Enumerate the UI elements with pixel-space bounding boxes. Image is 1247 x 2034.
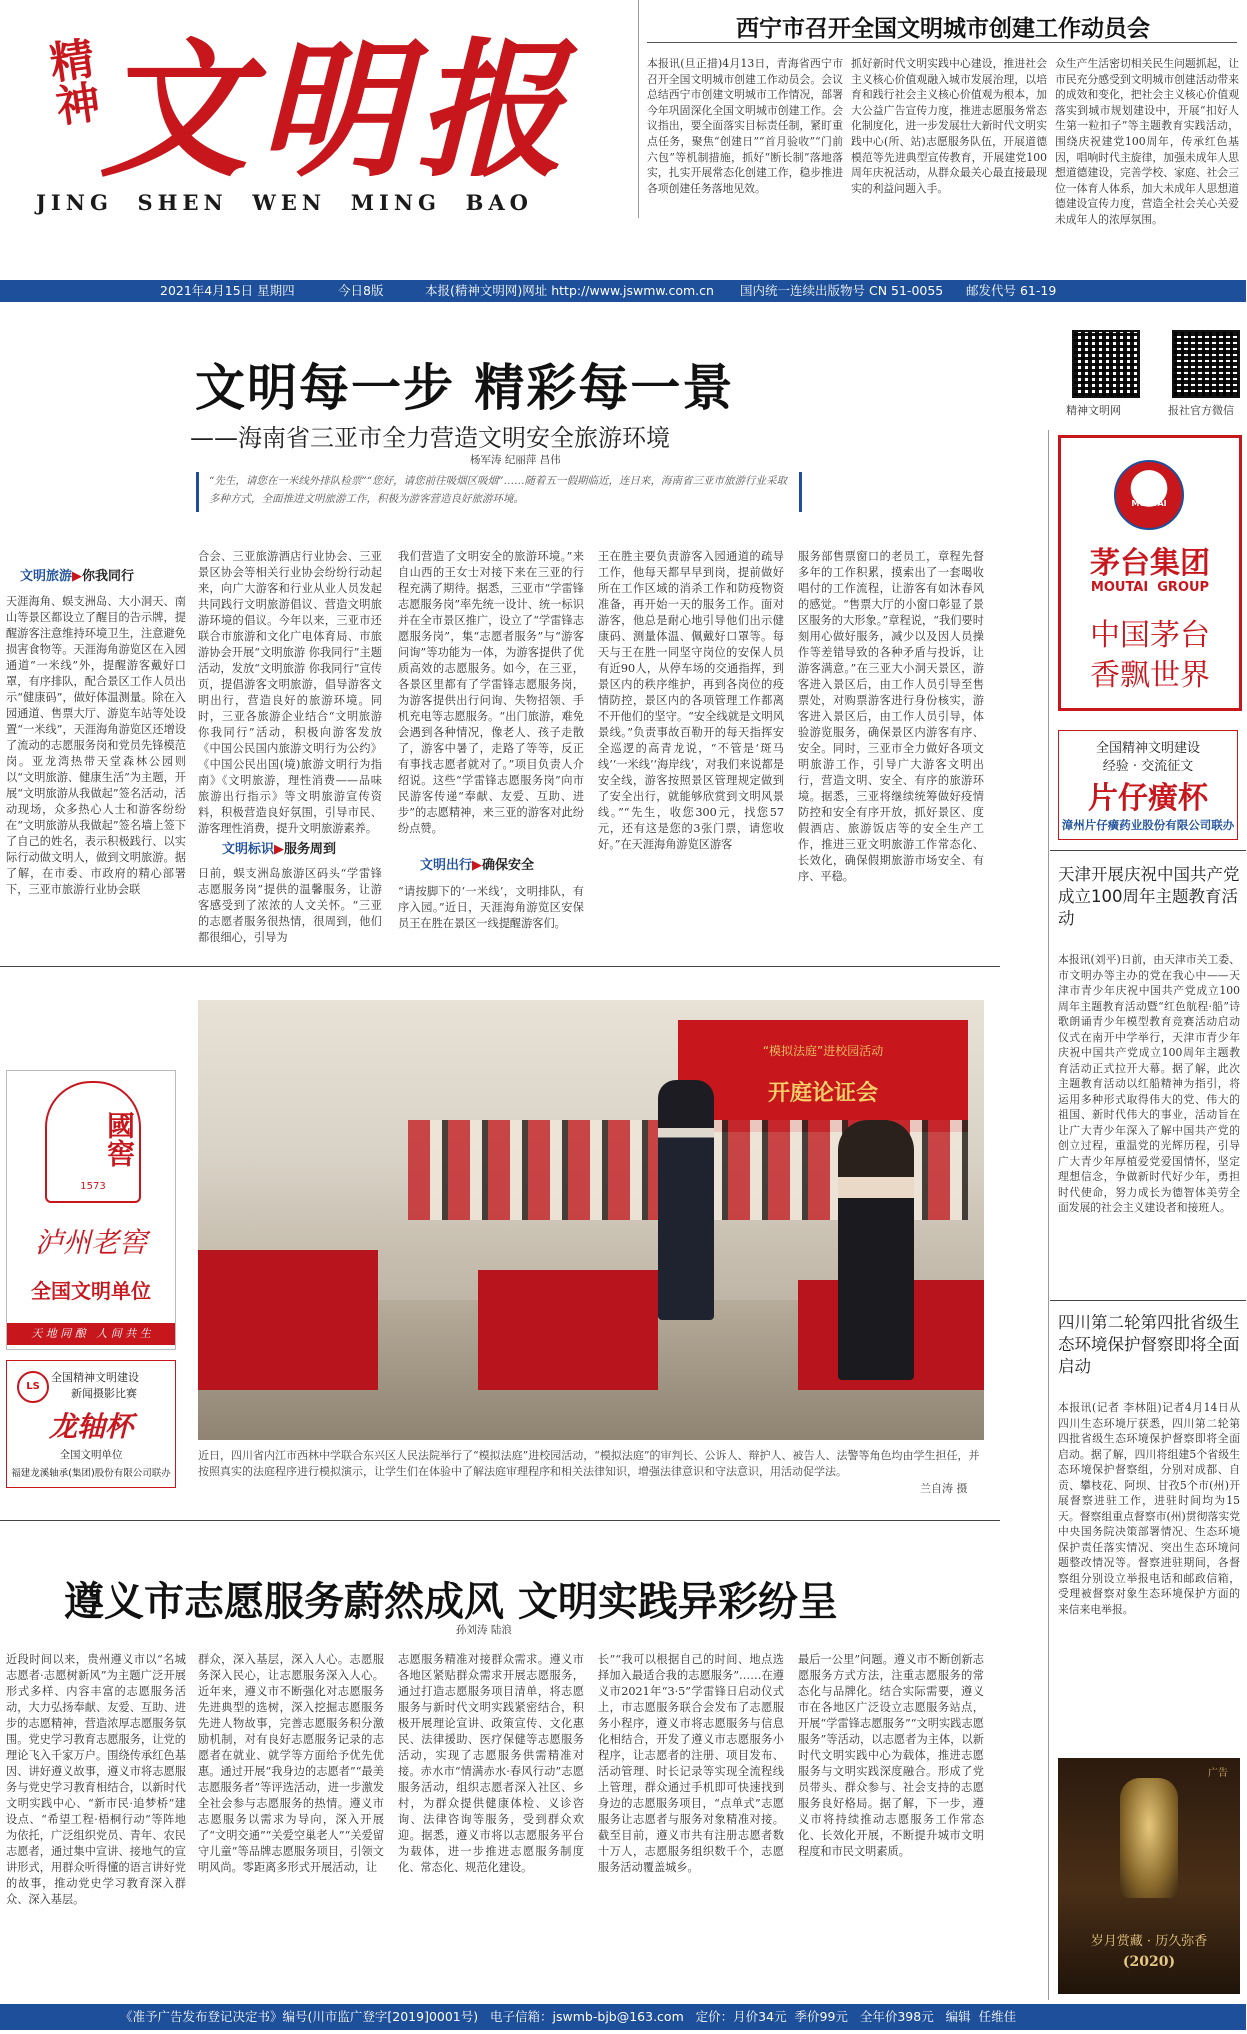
photo-banner xyxy=(678,1020,968,1132)
main-sub1: 文明旅游▶你我同行 xyxy=(20,569,135,584)
masthead-logo: 文明报 xyxy=(100,23,574,197)
main-col2b: 日前，蜈支洲岛旅游区码头“学雷锋志愿服务岗”提供的温馨服务，让游客感受到了浓浓的人文关怀。“三亚的志愿者服务很热情，很周到，他们都很细心，引导为 xyxy=(198,867,382,944)
main-sub3: 文明出行▶确保安全 xyxy=(420,858,535,873)
pzh-name: 片仔癀杯 xyxy=(1088,781,1208,816)
wine-year: (2020) xyxy=(1122,1954,1176,1970)
date-bar xyxy=(0,280,1246,302)
photo-speaker xyxy=(838,1120,914,1380)
guojiao-name: 國窖 xyxy=(103,1111,136,1167)
date-bar-date: 2021年4月15日 星期四 xyxy=(160,283,295,298)
top-story-col3: 众生产生活密切相关民生问题抓起，让市民充分感受到文明城市创建活动带来的成效和变化，把社会主义核心价值观落实到城市规划建设中，开展“扣好人生第一粒扣子”等主题教育实践活动，围绕庆祝建党100周年，传承红色基因，唱响时代主旋律，加强未成年人思想道德建设，完善学校、家庭、社会三位一体育人体系，加大未成年人思想道德建设宣传力度，营造全社会关心关爱未成年人的浓厚氛围。 xyxy=(1055,57,1239,226)
sichuan-title: 四川第二轮第四批省级生态环境保护督察即将全面启动 xyxy=(1058,1313,1240,1376)
zunyi-col4: 长”“我可以根据自己的时间、地点选择加入最适合我的志愿服务”……在遵义市2021年“3·5”学雷锋日启动仪式上，市志愿服务联合会发布了志愿服务小程序，遵义市将志愿服务与信息化相结合，开发了遵义市志愿服务小程序，让志愿者的注册、项目发布、活动管理、时长记录等实现全流程线上管理，群众通过手机即可快速找到身边的志愿服务项目，“点单式”志愿服务让志愿者与服务对象精准对接。截至目前，遵义市共有注册志愿者数十万人，志愿服务组织数千个，志愿服务活动覆盖城乡。 xyxy=(598,1653,784,1874)
qr-wechat xyxy=(1172,330,1240,398)
date-bar-post: 邮发代号 61-19 xyxy=(966,283,1057,298)
zunyi-title: 遵义市志愿服务蔚然成风 文明实践异彩纷呈 xyxy=(64,1579,838,1625)
zunyi-col3: 志愿服务精准对接群众需求。遵义市各地区紧贴群众需求开展志愿服务，通过打造志愿服务项目清单，将志愿服务与新时代文明实践紧密结合，积极开展理论宣讲、政策宣传、文化惠民、法律援助、医疗保健等志愿服务活动，实现了志愿服务供需精准对接。赤水市“情满赤水·春风行动”志愿服务活动，组织志愿者深入社区、乡村，为群众提供健康体检、义诊咨询、法律咨询等服务，受到群众欢迎。据悉，遵义市将以志愿服务平台为载体，进一步推进志愿服务制度化、常态化、规范化建设。 xyxy=(398,1653,584,1874)
qr-jswmw xyxy=(1072,330,1140,398)
main-story-byline: 杨军涛 纪丽萍 昌伟 xyxy=(470,454,561,466)
luzhou-brand: 泸州老窖 xyxy=(34,1226,147,1259)
masthead-pinyin: JING SHEN WEN MING BAO xyxy=(36,190,533,215)
moutai-slogan1: 中国茅台 xyxy=(1090,618,1210,653)
date-bar-url: 本报(精神文明网)网址 http://www.jswmw.com.cn xyxy=(425,283,714,298)
date-bar-pages: 今日8版 xyxy=(338,283,384,298)
luzhou-slogan: 天 地 同 酿 人 间 共 生 xyxy=(31,1327,151,1340)
top-story-box xyxy=(638,0,1247,226)
moutai-logo-text: MOUTAI xyxy=(1131,499,1167,508)
longzhou-unit: 全国文明单位 xyxy=(59,1449,123,1461)
main-col3b: “请按脚下的‘一米线’，文明排队，有序入园。”近日，天涯海角游览区安保员王在胜在景区一线提醒游客们。 xyxy=(398,885,584,930)
main-col5: 服务部售票窗口的老员工，章程先督多年的工作积累，摸索出了一套喝收唱付的工作流程，让游客有如沐春风的感觉。“售票大厅的小窗口彰显了景区服务的大形象。”章程说，“我们要时刻用心做好服务，减少以及因人员操作等差错导致的各种矛盾与投诉，让游客满意。”在三亚大小洞天景区，游客进入景区后，由工作人员引导至售票处，对购票游客进行身份核实，游客进入景区后，由工作人员引导，体验游览服务，确保景区内游客有序、安全。同时，三亚市全力做好各项文明旅游工作，引导广大游客文明出行，营造文明、安全、有序的旅游环境。据悉，三亚将继续统筹做好疫情防控和安全有序开放，抓好景区、度假酒店、旅游饭店等的安全生产工作，推进三亚文明旅游工作常态化、长效化，确保假期旅游市场安全、有序、平稳。 xyxy=(798,550,984,883)
main-col1: 天涯海角、蜈支洲岛、大小洞天、南山等景区都设立了醒目的告示牌，提醒游客注意维持环境卫生，注意避免损害食物等。天涯海角游览区在入园通道“一米线”外，提醒游客戴好口罩，有序排队，配合景区工作人员出示“健康码”，做好体温测量。除在入园通道、售票大厅、游览车站等处设置“一米线”，天涯海角游览区还增设了流动的志愿服务岗和党员先锋模范岗。亚龙湾热带天堂森林公园则以“文明旅游、健康生活”为主题，开展“文明旅游从我做起”签名活动，活动现场，众多热心人士和游客纷纷在“文明旅游从我做起”签名墙上签下了自己的姓名，表示积极践行、以实际行动做文明人，做到文明旅游。据了解，在市委、市政府的精心部署下，三亚市旅游行业协会联 xyxy=(6,595,186,896)
zunyi-col2: 群众，深入基层，深入人心。志愿服务深入民心，让志愿服务深入人心。近年来，遵义市不断强化对志愿服务先进典型的选树，深入挖掘志愿服务先进人物故事，完善志愿服务积分激励机制，对有良好志愿服务记录的志愿者在就业、就学等方面给予优先优惠。通过开展“我身边的志愿者”“最美志愿服务者”等评选活动，进一步激发全社会参与志愿服务的热情。遵义市志愿服务以需求为导向，深入开展了“文明交通”“关爱空巢老人”“关爱留守儿童”等品牌志愿服务项目，引领文明风尚。零距离多形式开展活动，让 xyxy=(198,1653,384,1874)
ad-guojiao xyxy=(6,1070,176,1350)
footer-text: 《准予广告发布登记决定书》编号(川市监广登字[2019]0001号) 电子信箱：jswmb-bjb@163.com 定价：月价34元 季价99元 全年价398元 编辑 任维佳 xyxy=(120,2009,1017,2024)
ad-moutai xyxy=(1058,435,1242,711)
photo-banner-sub: “模拟法庭”进校园活动 xyxy=(762,1044,884,1058)
qr-label-2: 报社官方微信 xyxy=(1168,404,1234,417)
date-bar-cn: 国内统一连续出版物号 CN 51-0055 xyxy=(740,283,944,298)
longzhou-top2: 新闻摄影比赛 xyxy=(71,1387,137,1400)
sidebar-separator xyxy=(1048,430,1049,2000)
top-story-col1: 本报讯(旦正措)4月13日，青海省西宁市召开全国文明城市创建工作动员会。会议总结西宁市创建文明城市工作情况，部署今年巩固深化全国文明城市创建工作。会议指出，要全面落实目标责任制，紧盯重点任务，聚焦“创建日”“首月验收”“门前六包”等机制措施，抓好“断长制”落地落实，扎实开展常态化创建工作，稳步推进各项创建任务落地见效。 xyxy=(647,57,843,195)
masthead-logo-side: 精神 xyxy=(39,34,102,129)
wine-slogan: 岁月赏藏 · 历久弥香 xyxy=(1090,1934,1208,1949)
ad-pianzaihuang xyxy=(1058,730,1238,840)
longzhou-name: 龙轴杯 xyxy=(48,1410,133,1443)
zunyi-col5: 最后一公里”问题。遵义市不断创新志愿服务方式方法，注重志愿服务的常态化与品牌化。结合实际需要，遵义市在各地区广泛设立志愿服务站点，开展“学雷锋志愿服务”“文明实践志愿服务”等活动，以志愿者为主体，以新时代文明实践中心为载体，推进志愿服务与文明实践深度融合。形成了党员带头、群众参与、社会支持的志愿服务良好格局。据了解，下一步，遵义市将持续推动志愿服务工作常态化、长效化开展，不断提升城市文明程度和市民文明素质。 xyxy=(798,1653,984,1858)
top-story-title: 西宁市召开全国文明城市创建工作动员会 xyxy=(736,16,1150,42)
main-col3: 我们营造了文明安全的旅游环境。”来自山西的王女士对接下来在三亚的行程充满了期待。据悉，三亚市“学雷锋志愿服务岗”率先统一设计、统一标识并在全市景区推广，设立了“学雷锋志愿服务岗”，集“志愿者服务”与“游客问询”等功能为一体，为游客提供了优质高效的志愿服务。如今，在三亚，各景区里都有了学雷锋志愿服务岗，为游客提供出行问询、失物招领、手机充电等志愿服务。“出门旅游，难免会遇到各种情况，像老人、孩子走散了，游客中暑了，走路了等等，反正有事找志愿者就对了。”项目负责人介绍说。这些“学雷锋志愿服务岗”向市民游客传递“奉献、友爱、互助、进步”的志愿精神，来三亚的游客对此纷纷点赞。 xyxy=(398,550,584,835)
main-story-subtitle: ——海南省三亚市全力营造文明安全旅游环境 xyxy=(190,424,670,452)
photo-officer xyxy=(658,1080,714,1320)
moutai-brand: 茅台集团 xyxy=(1090,546,1210,581)
masthead xyxy=(0,0,640,218)
sichuan-body: 本报讯(记者 李林阻)记者4月14日从四川生态环境厅获悉，四川第二轮第四批省级生态环境保护督察即将全面启动。据了解，四川将组建5个省级生态环境保护督察组，分别对成都、自贡、攀枝花、阿坝、甘孜5个市(州)开展督察进驻工作，进驻时间均为15天。督察组重点督察市(州)贯彻落实党中央国务院决策部署情况、生态环境保护责任落实情况、突出生态环境问题整改情况等。督察进驻期间，各督察组分别设立举报电话和邮政信箱，受理被督察对象生态环境保护方面的来信来电举报。 xyxy=(1058,1401,1240,1616)
longzhou-top: 全国精神文明建设 xyxy=(51,1371,139,1384)
pzh-mid: 经验 · 交流征文 xyxy=(1102,759,1194,774)
main-story-lead xyxy=(196,472,802,512)
zunyi-col1: 近段时间以来，贵州遵义市以“名城志愿者·志愿树新风”为主题广泛开展形式多样、内容丰富的志愿服务活动，大力弘扬奉献、友爱、互助、进步的志愿精神，营造浓厚志愿服务氛围。党史学习教育志愿服务，让党的理论飞入千家万户。围绕传承红色基因、讲好遵义故事，遵义市将志愿服务与党史学习教育相结合，以新时代文明实践中心、“新市民·追梦桥”建设点、“希望工程·梧桐行动”等阵地为依托，广泛组织党员、青年、农民志愿者，通过集中宣讲、接地气的宣讲形式，用群众听得懂的语言讲好党的故事，推动党史学习教育深入群众、深入基层。 xyxy=(6,1653,186,1906)
photo-caption: 近日，四川省内江市西林中学联合东兴区人民法院举行了“模拟法庭”进校园活动，“模拟法庭”的审判长、公诉人、辩护人、被告人、法警等角色均由学生担任，并按照真实的法庭程序进行模拟演示，让学生们在体验中了解法庭审理程序和相关法律知识，增强法律意识和守法意识，用活动促学法。 xyxy=(198,1449,980,1478)
luzhou-unit: 全国文明单位 xyxy=(31,1279,151,1303)
top-story-col2: 抓好新时代文明实践中心建设，推进社会主义核心价值观融入城市发展治理，以培育和践行社会主义核心价值观为根本，加大公益广告宣传力度，推进志愿服务常态化制度化，进一步发展壮大新时代文明实践中心(所、站)志愿服务队伍，开展道德模范等先进典型宣传教育，开展建党100周年庆祝活动，从群众最关心最直接最现实的利益问题入手。 xyxy=(851,57,1047,195)
wine-label: 广告 xyxy=(1208,1768,1228,1779)
moutai-en: MOUTAI GROUP xyxy=(1090,580,1210,595)
sichuan-divider xyxy=(1050,1300,1246,1301)
moutai-logo-icon xyxy=(1114,460,1184,530)
footer-bar xyxy=(0,2004,1246,2030)
guojiao-num: 1573 xyxy=(80,1181,106,1192)
divider-photo-zunyi xyxy=(0,1520,1000,1521)
photo-banner-main: 开庭论证会 xyxy=(767,1080,878,1106)
moutai-slogan2: 香飘世界 xyxy=(1090,658,1210,693)
photo-desk-left xyxy=(198,1250,378,1390)
guojiao-seal xyxy=(45,1081,141,1203)
pzh-company: 漳州片仔癀药业股份有限公司联办 xyxy=(1061,818,1235,832)
tianjin-title: 天津开展庆祝中国共产党成立100周年主题教育活动 xyxy=(1058,865,1240,928)
photo-credit: 兰自涛 摄 xyxy=(920,1482,968,1495)
main-col2: 合会、三亚旅游酒店行业协会、三亚景区协会等相关行业协会纷纷行动起来，向广大游客和行业从业人员发起共同践行文明旅游倡议、营造文明旅游环境的倡议。今年以来，三亚市还联合市旅游和文化广电体育局、市旅游协会开展“文明旅游 你我同行”主题活动，发放“文明旅游 你我同行”宣传页，提倡游客文明旅游，倡导游客文明出行，营造良好的旅游环境。同时，三亚各旅游企业结合“文明旅游 你我同行”活动，积极向游客发放《中国公民国内旅游文明行为公约》《中国公民出国(境)旅游文明行为指南》《文明旅游，理性消费——品味旅游出行指示》等文明旅游宣传资料，积极营造良好氛围，引导市民、游客理性消费，提升文明旅游素养。 xyxy=(198,550,382,835)
divider-main-photo xyxy=(0,966,1000,967)
mock-trial-photo xyxy=(198,1000,984,1440)
qr-label-1: 精神文明网 xyxy=(1066,404,1121,417)
ad-longzhou xyxy=(6,1360,176,1488)
ad-wine xyxy=(1058,1758,1240,1994)
zunyi-byline: 孙刘涛 陆浪 xyxy=(456,1624,512,1636)
masthead-logo-seal xyxy=(3,35,108,176)
wine-bottle xyxy=(1120,1778,1178,1898)
tianjin-divider xyxy=(1050,850,1246,851)
main-sub2: 文明标识▶服务周到 xyxy=(222,842,337,857)
main-story-title: 文明每一步 精彩每一景 xyxy=(195,359,735,417)
luzhou-slogan-bar xyxy=(7,1323,175,1345)
longzhou-logo: LS xyxy=(17,1371,49,1403)
main-col4: 王在胜主要负责游客入园通道的疏导工作，他每天都早早到岗，提前做好所在工作区域的消杀工作和防疫物资准备，再开始一天的服务工作。面对游客，他总是耐心地引导他们出示健康码、测量体温、佩戴好口罩等。每天与王在胜一同坚守岗位的安保人员有近90人，从停车场的交通指挥，到景区内的秩序维护，再到各岗位的疫情防控，景区内的各项管理工作都离不开他们的坚守。“安全线就是文明风景线。”负责事故百勒开的每天指挥安全巡逻的高青龙说，“不管是‘斑马线’‘一米线’‘海岸线’，对我们来说都是安全线，游客按照景区管理规定做到了安全出行，就能够欣赏到文明风景线。”“先生，收您300元，找您57元，还有这是您的3张门票，请您收好。”在天涯海角游览区游客 xyxy=(598,550,784,851)
longzhou-company: 福建龙溪轴承(集团)股份有限公司联办 xyxy=(11,1468,171,1479)
tianjin-body: 本报讯(刘平)日前，由天津市关工委、市文明办等主办的党在我心中——天津市青少年庆祝中国共产党成立100周年主题教育活动暨“红色航程·船”诗歌朗诵青少年模型教育竞赛活动启动仪式在南开中学举行，天津市青少年庆祝中国共产党成立100周年主题教育活动正式拉开大幕。据了解，此次主题教育活动以红船精神为指引，将运用多种形式取得伟大的党、伟大的祖国、新时代伟大的事业，活动旨在让广大青少年深入了解中国共产党的创立过程，重温党的光辉历程，引导广大青少年厚植爱党爱国情怀，坚定理想信念，争做新时代好少年，勇担时代使命，努力成长为德智体美劳全面发展的社会主义建设者和接班人。 xyxy=(1058,953,1240,1214)
main-story-lead-text: “先生，请您在一米线外排队检票”“您好，请您前往吸烟区吸烟”……随着五一假期临近，连日来，海南省三亚市旅游行业采取多种方式，全面推进文明旅游工作，积极为游客营造良好旅游环境。 xyxy=(209,475,787,505)
pzh-top: 全国精神文明建设 xyxy=(1095,741,1200,756)
photo-desk-center xyxy=(478,1270,658,1390)
